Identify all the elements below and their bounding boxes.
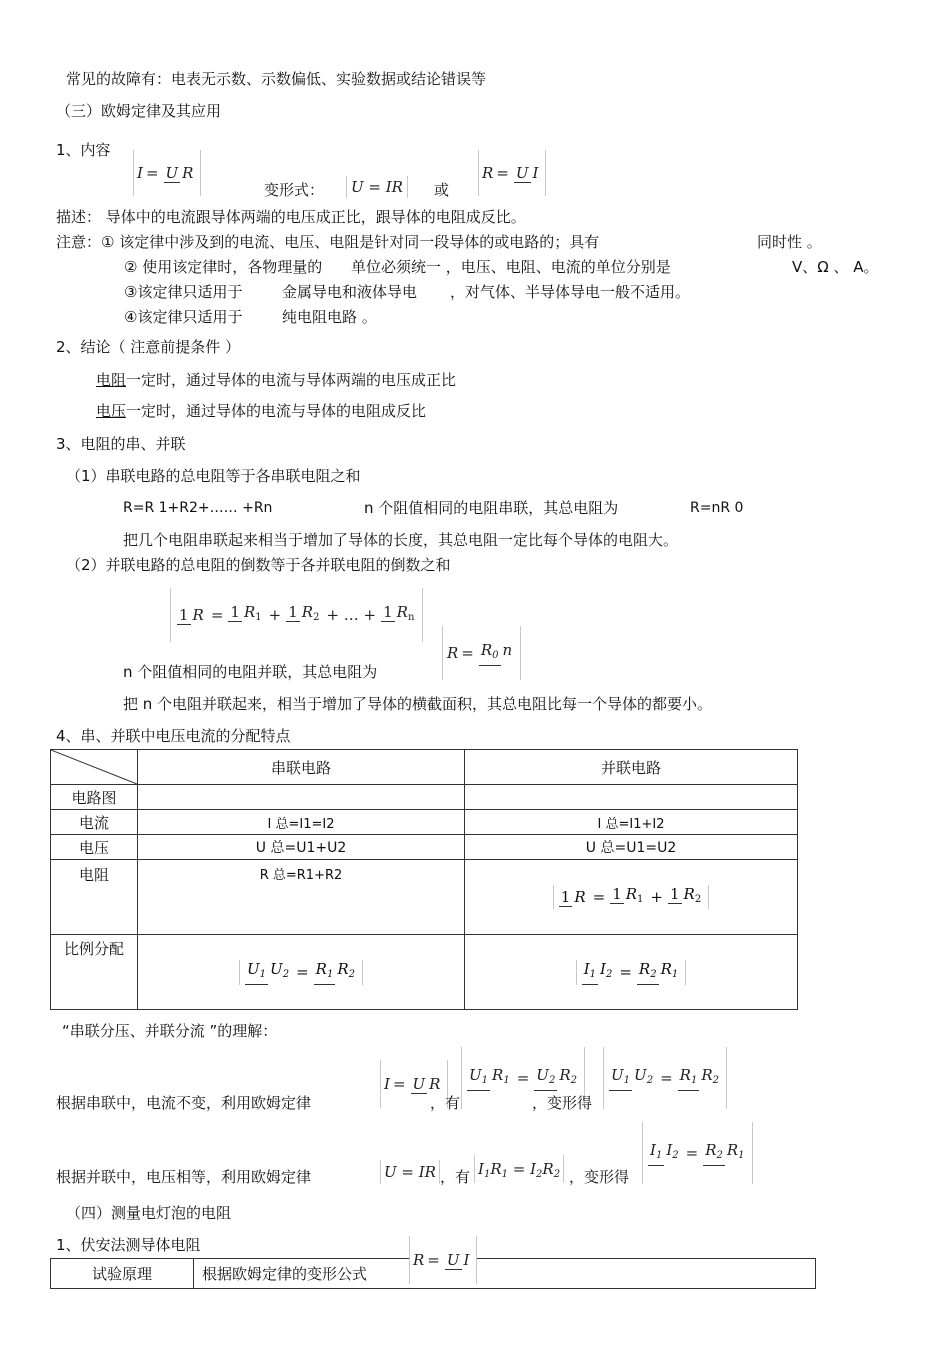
series-parallel-heading: 3、电阻的串、并联 <box>56 435 186 453</box>
diagonal-line <box>51 750 137 784</box>
describe-line: 描述： 导体中的电流跟导体两端的电压成正比，跟导体的电阻成反比。 <box>56 208 526 226</box>
formula-ohms-law: I = U R <box>133 150 201 196</box>
table-row <box>51 935 798 1010</box>
formula-ohms-law-2: I = U R <box>380 1060 448 1108</box>
series-title: （1）串联电路的总电阻等于各串联电阻之和 <box>66 467 361 485</box>
variant-label: 变形式： <box>264 181 325 199</box>
formula-u-ratio-equals-r-ratio: $U_1$ $U_2$ = $R_1$ $R_2$ <box>603 1047 727 1109</box>
formula-series-ratio: $U_1$ $U_2$ = $R_1$ $R_2$ <box>239 960 363 985</box>
series-formula: R=R 1+R2+…… +Rn <box>123 500 273 516</box>
table-row <box>51 835 798 860</box>
conclusion-2 <box>96 401 426 421</box>
formula-r-equals-u-over-i: R = U I <box>478 150 546 196</box>
content-heading: 1、内容 <box>56 141 111 159</box>
col-series-header: 串联电路 <box>138 750 465 785</box>
row-current-label: 电流 <box>51 810 138 835</box>
series-current-cell: I 总=I1=I2 <box>138 810 465 835</box>
formula-r0-over-n: R = $R_0$ n <box>442 626 521 680</box>
parallel-current-cell: I 总=I1+I2 <box>465 810 798 835</box>
series-n-text: n 个阻值相同的电阻串联，其总电阻为 <box>364 499 619 517</box>
series-explain: 把几个电阻串联起来相当于增加了导体的长度，其总电阻一定比每个导体的电阻大。 <box>123 531 679 549</box>
series-basis-text: 根据串联中，电流不变，利用欧姆定律 <box>56 1094 312 1112</box>
table-header-row <box>51 750 798 785</box>
parallel-explain: 把 n 个电阻并联起来，相当于增加了导体的横截面积，其总电阻比每一个导体的都要小。 <box>123 695 713 713</box>
series-circuit-cell <box>138 785 465 810</box>
note3-text: ③该定律只适用于 <box>124 283 243 301</box>
principle-value: 根据欧姆定律的变形公式 <box>194 1259 816 1289</box>
table-corner-cell <box>51 750 138 785</box>
conclusion-heading: 2、结论（ 注意前提条件 ） <box>56 338 241 356</box>
row-circuit-label: 电路图 <box>51 785 138 810</box>
note4-keyword: 纯电阻电路 。 <box>282 308 377 326</box>
faults-line: 常见的故障有：电表无示数、示数偏低、实验数据或结论错误等 <box>66 70 487 88</box>
conclusion-1-rest: 一定时，通过导体的电流与导体两端的电压成正比 <box>126 371 457 389</box>
parallel-basis-text: 根据并联中，电压相等，利用欧姆定律 <box>56 1168 312 1186</box>
formula-u-over-r-equal: $U_1$ $R_1$ = $U_2$ $R_2$ <box>461 1047 585 1109</box>
formula-i-ratio-equals-r-ratio: $I_1$ $I_2$ = $R_2$ $R_1$ <box>642 1122 753 1184</box>
parallel-voltage-cell: U 总=U1=U2 <box>465 835 798 860</box>
parallel-resistance-cell <box>465 860 798 935</box>
note2-keyword: 单位必须统一 ，电压、电阻、电流的单位分别是 <box>351 258 671 276</box>
formula-parallel-reciprocal: 1 R = 1 $R_1$ + 1 $R_2$ + … + 1 $R_n$ <box>170 588 423 642</box>
note3-keyword: 金属导电和液体导电 <box>282 283 418 301</box>
section-four-heading: （四）测量电灯泡的电阻 <box>66 1204 232 1222</box>
col-parallel-header: 并联电路 <box>465 750 798 785</box>
table-row <box>51 860 798 935</box>
has-text-2: ，有 <box>440 1168 471 1186</box>
formula-u-equals-ir-2: U = IR <box>380 1160 440 1184</box>
series-ratio-cell <box>138 935 465 1010</box>
formula-u-equals-ir: U = IR <box>346 176 408 198</box>
understand-line: “串联分压、并联分流 ”的理解： <box>62 1022 278 1040</box>
parallel-n-text: n 个阻值相同的电阻并联，其总电阻为 <box>123 663 378 681</box>
formula-i1r1-equals-i2r2: $I_1R_1 = I_2R_2$ <box>474 1155 564 1183</box>
note2-text: ② 使用该定律时，各物理量的 <box>124 258 323 276</box>
formula-parallel-resistance: 1 R = 1 $R_1$ + 1 $R_2$ <box>553 885 709 909</box>
table-row <box>51 810 798 835</box>
parallel-title: （2）并联电路的总电阻的倒数等于各并联电阻的倒数之和 <box>66 556 451 574</box>
distribution-table <box>50 749 798 1010</box>
note1-keyword: 同时性 。 <box>757 233 822 251</box>
conclusion-1-keyword: 电阻 <box>96 371 127 389</box>
conclusion-1 <box>96 370 456 390</box>
formula-r-equals-u-over-i-2: R = U I <box>409 1236 477 1284</box>
distribution-heading: 4、串、并联中电压电流的分配特点 <box>56 727 291 745</box>
note1-text: 注意：① 该定律中涉及到的电流、电压、电阻是针对同一段导体的或电路的；具有 <box>56 233 600 251</box>
series-nr-formula: R=nR 0 <box>690 500 744 516</box>
has-text-1: ，有 <box>430 1094 461 1112</box>
formula-parallel-ratio: $I_1$ $I_2$ = $R_2$ $R_1$ <box>576 960 687 985</box>
section-ohms-law-heading: （三）欧姆定律及其应用 <box>56 102 222 120</box>
transform-text-2: ，变形得 <box>569 1168 630 1186</box>
parallel-ratio-cell <box>465 935 798 1010</box>
note4-text: ④该定律只适用于 <box>124 308 243 326</box>
series-voltage-cell: U 总=U1+U2 <box>138 835 465 860</box>
note3-tail: ，对气体、半导体导电一般不适用。 <box>450 283 691 301</box>
conclusion-2-rest: 一定时，通过导体的电流与导体的电阻成反比 <box>126 402 427 420</box>
voltammeter-heading: 1、伏安法测导体电阻 <box>56 1236 201 1254</box>
row-ratio-label: 比例分配 <box>51 935 138 1010</box>
or-label: 或 <box>434 181 450 199</box>
row-resistance-label: 电阻 <box>51 860 138 935</box>
table-row <box>51 785 798 810</box>
transform-text-1: ，变形得 <box>532 1094 593 1112</box>
principle-label: 试验原理 <box>51 1259 194 1289</box>
note2-units: V、Ω 、 A。 <box>792 258 879 276</box>
series-resistance-cell: R 总=R1+R2 <box>138 860 465 935</box>
conclusion-2-keyword: 电压 <box>96 402 127 420</box>
row-voltage-label: 电压 <box>51 835 138 860</box>
parallel-circuit-cell <box>465 785 798 810</box>
